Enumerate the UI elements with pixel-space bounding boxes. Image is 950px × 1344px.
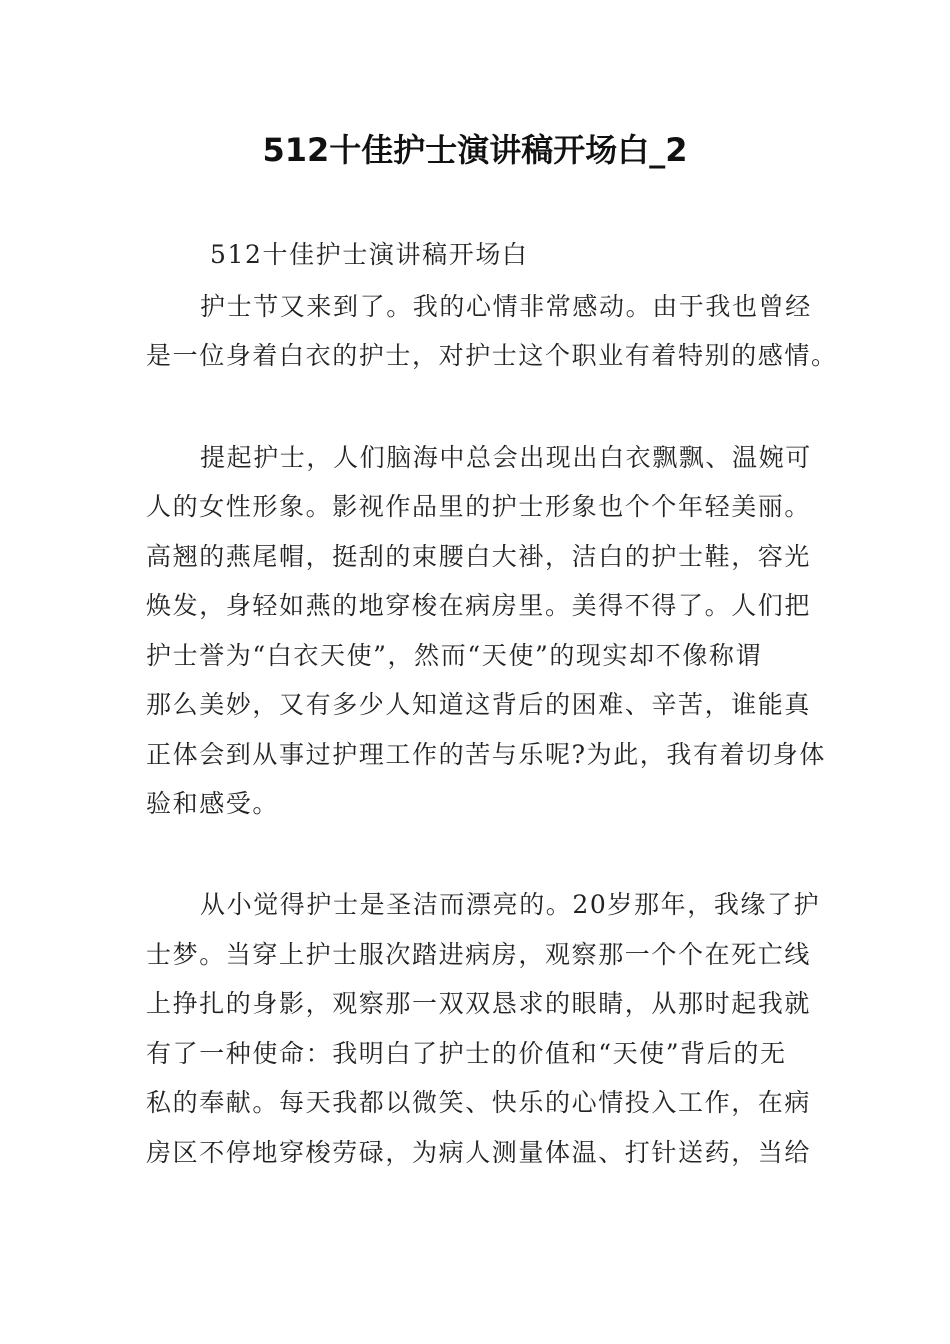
paragraph-2-line-6: 那么美妙，又有多少人知道这背后的困难、辛苦，谁能真 [146,690,812,719]
paragraph-2-line-1: 提起护士，人们脑海中总会出现出白衣飘飘、温婉可 [200,443,812,472]
document-body [146,230,838,1230]
paragraph-2-line-8: 验和感受。 [146,789,280,818]
paragraph-3-line-4: 有了一种使命：我明白了护士的价值和“天使”背后的无 [146,1039,787,1068]
paragraph-2-line-4: 焕发，身轻如燕的地穿梭在病房里。美得不得了。人们把 [146,591,812,620]
paragraph-3-line-3: 上挣扎的身影，观察那一双双恳求的眼睛，从那时起我就 [146,989,812,1018]
document-title: 512十佳护士演讲稿开场白_2 [262,131,688,169]
paragraph-3-line-2: 士梦。当穿上护士服次踏进病房，观察那一个个在死亡线 [146,940,812,969]
paragraph-3-line-1: 从小觉得护士是圣洁而漂亮的。20岁那年，我缘了护 [200,890,821,919]
paragraph-3-line-5: 私的奉献。每天我都以微笑、快乐的心情投入工作，在病 [146,1088,812,1117]
paragraph-3-line-6: 房区不停地穿梭劳碌，为病人测量体温、打针送药，当给 [146,1138,812,1167]
paragraph-2-line-7: 正体会到从事过护理工作的苦与乐呢?为此，我有着切身体 [146,740,827,769]
subtitle-line: 512十佳护士演讲稿开场白 [210,240,529,269]
paragraph-2-line-5: 护士誉为“白衣天使”，然而“天使”的现实却不像称谓 [146,641,763,670]
paragraph-2-line-3: 高翘的燕尾帽，挺刮的束腰白大褂，洁白的护士鞋，容光 [146,542,812,571]
paragraph-1-line-1: 护士节又来到了。我的心情非常感动。由于我也曾经 [200,292,812,321]
paragraph-1-line-2: 是一位身着白衣的护士，对护士这个职业有着特别的感情。 [146,341,838,370]
paragraph-2-line-2: 人的女性形象。影视作品里的护士形象也个个年轻美丽。 [146,492,812,521]
